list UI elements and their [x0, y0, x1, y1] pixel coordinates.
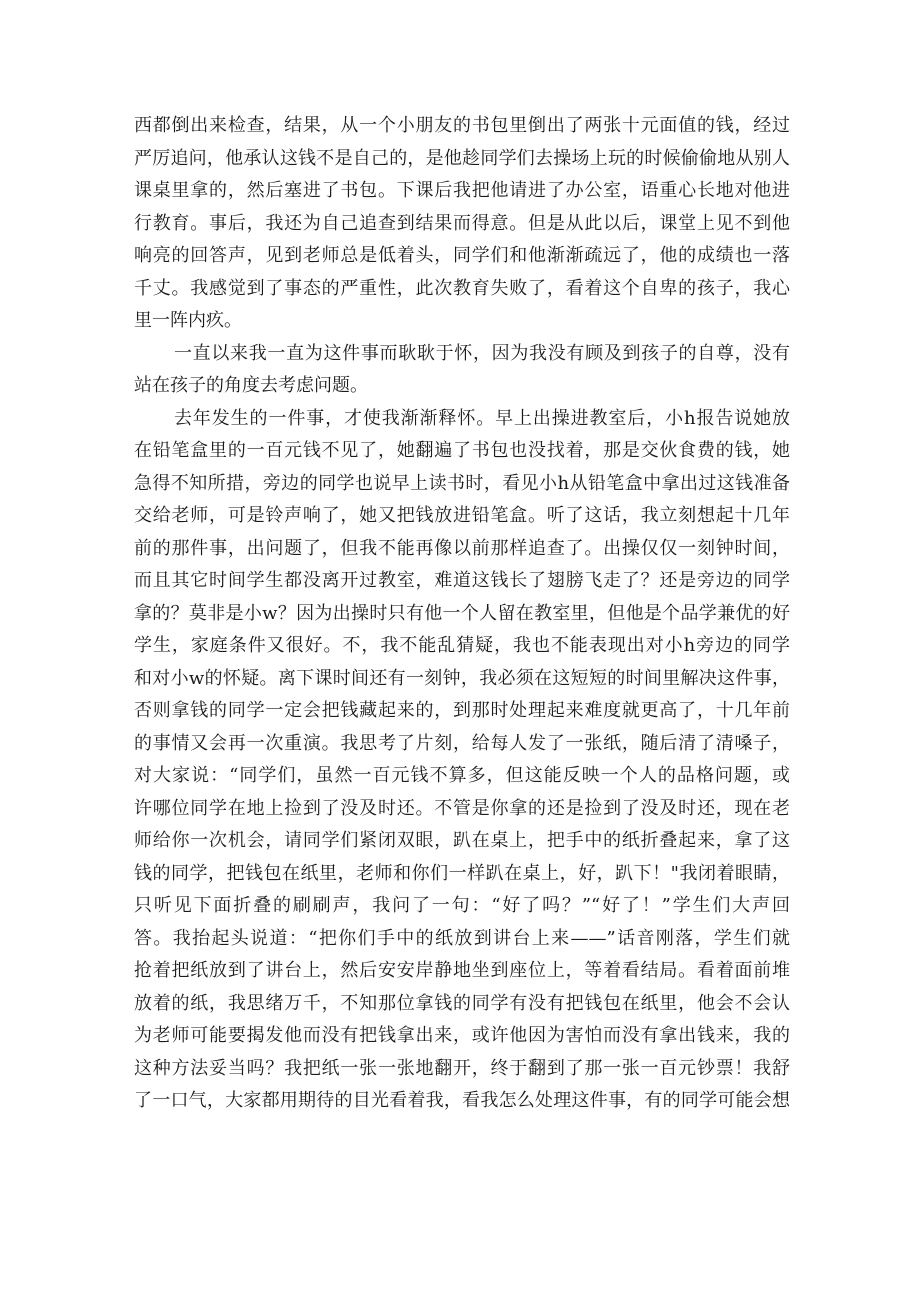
paragraph-line: 站在孩子的角度去考虑问题。	[134, 375, 368, 396]
paragraph-line: 师给你一次机会，请同学们紧闭双眼，趴在桌上，把手中的纸折叠起来，拿了这	[134, 830, 790, 851]
paragraph-line: 了一口气，大家都用期待的目光看着我，看我怎么处理这件事，有的同学可能会想	[134, 1090, 790, 1111]
document-page	[134, 110, 790, 1118]
paragraph-line: 里一阵内疚。	[134, 310, 242, 331]
paragraph-line: 前的那件事，出问题了，但我不能再像以前那样追查了。出操仅仅一刻钟时间，	[134, 537, 790, 559]
paragraph-line: 课桌里拿的，然后塞进了书包。下课后我把他请进了办公室，语重心长地对他进	[134, 180, 790, 201]
paragraph-line: 为老师可能要揭发他而没有把钱拿出来，或许他因为害怕而没有拿出钱来，我的	[134, 1025, 790, 1046]
paragraph-line: 拿的？莫非是小w？因为出操时只有他一个人留在教室里，但他是个品学兼优的好	[134, 602, 790, 624]
paragraph-line: 放着的纸，我思绪万千，不知那位拿钱的同学有没有把钱包在纸里，他会不会认	[134, 992, 790, 1014]
paragraph-line: 而且其它时间学生都没离开过教室，难道这钱长了翅膀飞走了？还是旁边的同学	[134, 570, 790, 591]
paragraph-line: 和对小w的怀疑。离下课时间还有一刻钟，我必须在这短短的时间里解决这件事，	[134, 667, 790, 689]
paragraph-line: 在铅笔盒里的一百元钱不见了，她翻遍了书包也没找着，那是交伙食费的钱，她	[134, 440, 790, 461]
paragraph-line: 的事情又会再一次重演。我思考了片刻，给每人发了一张纸，随后清了清嗓子，	[134, 732, 790, 754]
paragraph-line: 千丈。我感觉到了事态的严重性，此次教育失败了，看着这个自卑的孩子，我心	[134, 277, 790, 299]
paragraph-line: 响亮的回答声，见到老师总是低着头，同学们和他渐渐疏远了，他的成绩也一落	[134, 245, 790, 266]
paragraph-line: 去年发生的一件事，才使我渐渐释怀。早上出操进教室后，小h报告说她放	[174, 407, 790, 429]
paragraph-line: 否则拿钱的同学一定会把钱藏起来的，到那时处理起来难度就更高了，十几年前	[134, 700, 790, 721]
paragraph-line: 西都倒出来检查，结果，从一个小朋友的书包里倒出了两张十元面值的钱，经过	[134, 115, 790, 136]
paragraph-line: 急得不知所措，旁边的同学也说早上读书时，看见小h从铅笔盒中拿出过这钱准备	[134, 472, 790, 494]
paragraph-line: 抢着把纸放到了讲台上，然后安安岸静地坐到座位上，等着看结局。看着面前堆	[134, 960, 790, 981]
paragraph-line: 钱的同学，把钱包在纸里，老师和你们一样趴在桌上，好，趴下！"我闭着眼睛，	[134, 862, 790, 884]
paragraph-line: 许哪位同学在地上捡到了没及时还。不管是你拿的还是捡到了没及时还，现在老	[134, 797, 790, 819]
paragraph-line: 行教育。事后，我还为自己追查到结果而得意。但是从此以后，课堂上见不到他	[134, 212, 790, 234]
paragraph-3	[134, 403, 790, 1118]
paragraph-line: 只听见下面折叠的刷刷声，我问了一句：“好了吗？”“好了！”学生们大声回	[134, 895, 790, 916]
paragraph-line: 对大家说：“同学们，虽然一百元钱不算多，但这能反映一个人的品格问题，或	[134, 765, 790, 786]
paragraph-1	[134, 110, 790, 338]
paragraph-line: 严厉追问，他承认这钱不是自己的，是他趁同学们去操场上玩的时候偷偷地从别人	[134, 147, 790, 169]
paragraph-line: 这种方法妥当吗？我把纸一张一张地翻开，终于翻到了那一张一百元钞票！我舒	[134, 1057, 790, 1079]
paragraph-line: 交给老师，可是铃声响了，她又把钱放进铅笔盒。听了这话，我立刻想起十几年	[134, 505, 790, 526]
paragraph-line: 一直以来我一直为这件事而耿耿于怀，因为我没有顾及到孩子的自尊，没有	[174, 342, 790, 364]
paragraph-line: 学生，家庭条件又很好。不，我不能乱猜疑，我也不能表现出对小h旁边的同学	[134, 635, 790, 656]
paragraph-2	[134, 338, 790, 403]
paragraph-line: 答。我抬起头说道：“把你们手中的纸放到讲台上来——”话音刚落，学生们就	[134, 927, 790, 949]
